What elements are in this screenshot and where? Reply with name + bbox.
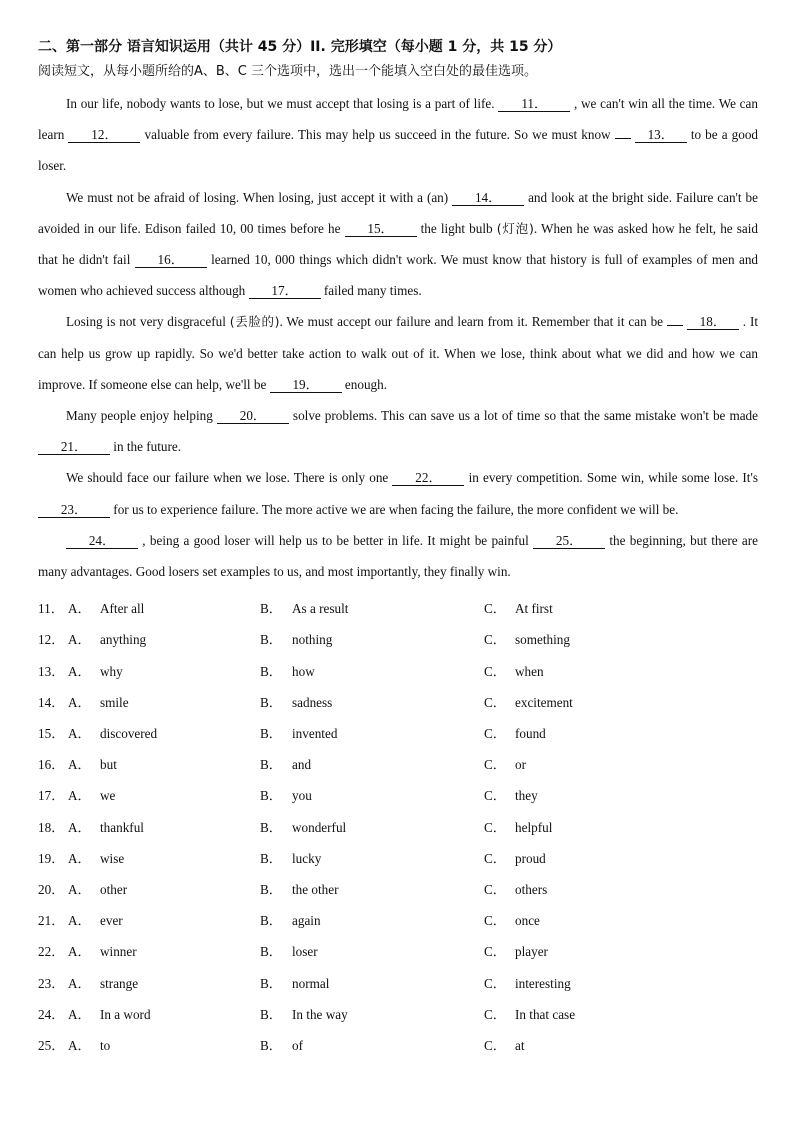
question-13-options: [38, 656, 758, 687]
blank-18-lead: [667, 325, 683, 326]
option-b[interactable]: the other: [292, 881, 339, 897]
option-a[interactable]: discovered: [100, 726, 158, 741]
option-c[interactable]: proud: [515, 850, 546, 866]
question-number: 15．: [38, 726, 65, 741]
blank-22[interactable]: 22．: [392, 470, 464, 486]
option-a[interactable]: why: [100, 663, 123, 679]
option-letter-a: A．: [68, 944, 91, 960]
option-letter-a: A．: [68, 663, 91, 679]
question-24-options: [38, 999, 758, 1030]
option-letter-c: C．: [484, 850, 506, 866]
question-number: 14．: [38, 694, 65, 710]
passage-text: and look at the bright side. Failure can't be avoided in our life. Edison failed 10, 00 times before he: [38, 189, 758, 236]
option-b[interactable]: invented: [292, 726, 338, 741]
option-b[interactable]: wonderful: [292, 819, 347, 835]
passage-text: the beginning, but there are many advantages. Good losers set examples to us, and most importantly, they finally win.: [38, 532, 758, 580]
passage-text: . When he was asked how he felt, he said that he didn't fail: [38, 220, 758, 268]
blank-25[interactable]: 25．: [533, 533, 605, 549]
passage-text: to be a good loser.: [38, 127, 759, 174]
option-letter-c: C．: [484, 881, 506, 897]
passage-paragraph-2: [38, 182, 758, 307]
passage-text: We should face our failure when we lose. There is only one: [66, 470, 393, 486]
question-number: 19．: [38, 850, 65, 866]
option-letter-a: A．: [68, 694, 91, 710]
question-18-options: [38, 812, 758, 843]
option-letter-c: C．: [484, 975, 506, 991]
option-b[interactable]: again: [292, 913, 321, 929]
question-14-options: [38, 687, 758, 718]
option-c[interactable]: interesting: [515, 975, 571, 991]
option-letter-a: A．: [68, 632, 91, 648]
option-letter-b: B．: [260, 944, 282, 960]
option-letter-b: B．: [260, 819, 282, 835]
passage-text: Losing is not very disgraceful: [66, 314, 230, 330]
option-letter-b: B．: [260, 632, 282, 648]
blank-18[interactable]: 18．: [687, 314, 739, 330]
question-number: 17．: [38, 788, 65, 804]
option-letter-a: A．: [68, 788, 91, 804]
option-a[interactable]: After all: [100, 601, 145, 617]
option-b[interactable]: and: [292, 757, 312, 773]
question-number: 16．: [38, 757, 65, 773]
blank-17[interactable]: 17．: [249, 283, 321, 299]
passage-paragraph-3: [38, 306, 758, 400]
passage-paragraph-1: [38, 88, 758, 182]
blank-23[interactable]: 23．: [38, 502, 110, 518]
option-c[interactable]: once: [515, 913, 540, 929]
option-letter-a: A．: [68, 913, 91, 929]
option-a[interactable]: strange: [100, 975, 139, 991]
answer-options-list: [38, 593, 758, 1061]
option-b[interactable]: sadness: [292, 694, 333, 710]
passage-text: . It can help us grow up rapidly. So we'd better take action to walk out of it. When we lose, think about what we did and how we can improve. If someone else can help, we'll be: [38, 314, 758, 392]
option-b[interactable]: lucky: [292, 850, 322, 866]
passage-text: enough.: [341, 376, 388, 392]
question-11-options: [38, 593, 758, 624]
blank-13[interactable]: 13．: [635, 127, 687, 143]
option-letter-b: B．: [260, 757, 282, 773]
option-letter-c: C．: [484, 663, 506, 679]
section-heading: 二、第一部分 语言知识运用（共计 45 分）II. 完形填空（每小题 1 分，共 15 分）: [38, 39, 562, 55]
option-a[interactable]: thankful: [100, 819, 144, 835]
option-letter-a: A．: [68, 975, 91, 991]
option-letter-c: C．: [484, 694, 506, 710]
option-b[interactable]: As a result: [292, 601, 349, 617]
blank-21[interactable]: 21．: [38, 439, 110, 455]
option-letter-b: B．: [260, 788, 282, 804]
question-number: 13．: [38, 663, 65, 679]
option-c[interactable]: something: [515, 632, 570, 648]
passage-text: In our life, nobody wants to lose, but we must accept that losing is a part of life.: [66, 96, 499, 111]
passage-text: in the future.: [110, 439, 182, 455]
option-c[interactable]: or: [515, 757, 526, 773]
option-a[interactable]: smile: [100, 694, 129, 710]
passage-text: for us to experience failure. The more active we are when facing the failure, the more confident we will be.: [110, 501, 679, 517]
passage-text: valuable from every failure. This may help us succeed in the future. So we must know: [140, 127, 615, 143]
option-a[interactable]: In a word: [100, 1006, 151, 1022]
option-letter-c: C．: [484, 726, 506, 741]
passage-paragraph-6: [38, 525, 758, 587]
option-a[interactable]: we: [100, 788, 116, 804]
option-letter-b: B．: [260, 881, 282, 897]
option-c[interactable]: found: [515, 726, 546, 741]
question-22-options: [38, 936, 758, 967]
question-12-options: [38, 624, 758, 655]
question-number: 22．: [38, 944, 65, 960]
option-letter-a: A．: [68, 881, 91, 897]
option-c[interactable]: when: [515, 663, 544, 679]
question-number: 20．: [38, 881, 65, 897]
blank-11[interactable]: 11．: [498, 96, 570, 112]
option-c[interactable]: excitement: [515, 694, 573, 710]
instruction-text: 阅读短文，从每小题所给的A、B、C 三个选项中，选出一个能填入空白处的最佳选项。: [38, 64, 538, 79]
question-25-options: [38, 1030, 758, 1061]
blank-15[interactable]: 15．: [345, 221, 417, 237]
chinese-gloss: (灯泡): [496, 220, 534, 236]
option-a[interactable]: ever: [100, 913, 123, 929]
passage-text: Many people enjoy helping: [66, 408, 217, 424]
option-letter-a: A．: [68, 1037, 91, 1053]
option-letter-c: C．: [484, 601, 506, 617]
option-b[interactable]: nothing: [292, 632, 333, 648]
option-letter-c: C．: [484, 944, 506, 960]
option-letter-c: C．: [484, 1006, 506, 1022]
option-letter-a: A．: [68, 1006, 91, 1022]
question-20-options: [38, 874, 758, 905]
blank-16[interactable]: 16．: [135, 252, 207, 268]
question-number: 21．: [38, 913, 65, 929]
cloze-passage: [38, 88, 758, 587]
option-c[interactable]: In that case: [515, 1006, 576, 1022]
chinese-gloss: (丢脸的): [229, 314, 280, 330]
passage-text: , being a good loser will help us to be better in life. It might be painful: [138, 532, 534, 548]
option-c[interactable]: they: [515, 788, 538, 804]
blank-20[interactable]: 20．: [217, 408, 289, 424]
option-letter-b: B．: [260, 975, 282, 991]
option-letter-b: B．: [260, 1006, 282, 1022]
passage-text: We must not be afraid of losing. When losing, just accept it with a (an): [66, 189, 453, 205]
blank-13-lead: [615, 138, 631, 139]
option-c[interactable]: player: [515, 944, 548, 960]
option-letter-c: C．: [484, 1037, 506, 1053]
passage-text: the light bulb: [416, 220, 497, 236]
passage-text: learned 10, 000 things which didn't work. We must know that history is full of examples of men and women who achieved success although: [38, 252, 759, 299]
question-15-options: [38, 718, 758, 749]
option-a[interactable]: other: [100, 881, 128, 897]
question-19-options: [38, 843, 758, 874]
question-number: 12．: [38, 632, 65, 648]
option-a[interactable]: wise: [100, 850, 125, 866]
blank-19[interactable]: 19．: [270, 377, 342, 393]
option-a[interactable]: winner: [100, 944, 137, 960]
option-b[interactable]: you: [292, 788, 312, 804]
exam-page: [38, 38, 758, 1061]
option-a[interactable]: but: [100, 757, 117, 773]
option-b[interactable]: how: [292, 663, 315, 679]
option-letter-b: B．: [260, 850, 282, 866]
question-number: 11．: [38, 601, 64, 617]
option-letter-a: A．: [68, 757, 91, 773]
passage-paragraph-4: [38, 400, 758, 462]
option-letter-c: C．: [484, 913, 506, 929]
passage-text: in every competition. Some win, while some lose. It's: [464, 470, 758, 486]
option-letter-c: C．: [484, 757, 506, 773]
option-letter-b: B．: [260, 601, 282, 617]
option-letter-a: A．: [68, 601, 91, 617]
question-number: 24．: [38, 1006, 65, 1022]
option-a[interactable]: anything: [100, 632, 147, 648]
blank-12[interactable]: 12．: [68, 127, 140, 143]
option-letter-a: A．: [68, 850, 91, 866]
blank-24[interactable]: 24．: [66, 533, 138, 549]
passage-text: solve problems. This can save us a lot of time so that the same mistake won't be made: [288, 408, 759, 424]
option-c[interactable]: helpful: [515, 819, 553, 835]
option-letter-b: B．: [260, 663, 282, 679]
question-17-options: [38, 780, 758, 811]
option-letter-a: A．: [68, 726, 91, 741]
option-b[interactable]: In the way: [292, 1006, 348, 1022]
blank-14[interactable]: 14．: [452, 190, 524, 206]
option-letter-b: B．: [260, 913, 282, 929]
question-number: 18．: [38, 819, 65, 835]
option-c[interactable]: At first: [515, 601, 553, 617]
question-23-options: [38, 968, 758, 999]
question-number: 25．: [38, 1037, 65, 1053]
passage-text: . We must accept our failure and learn from it. Remember that it can be: [279, 314, 667, 330]
option-letter-c: C．: [484, 788, 506, 804]
passage-text: , we can't win all the time. We can learn: [38, 96, 758, 143]
option-b[interactable]: normal: [292, 975, 330, 991]
option-c[interactable]: others: [515, 881, 548, 897]
option-c[interactable]: at: [515, 1037, 525, 1053]
passage-paragraph-5: [38, 462, 758, 524]
option-letter-b: B．: [260, 726, 282, 741]
option-letter-c: C．: [484, 819, 506, 835]
question-21-options: [38, 905, 758, 936]
question-16-options: [38, 749, 758, 780]
option-b[interactable]: loser: [292, 944, 318, 960]
question-number: 23．: [38, 975, 65, 991]
option-letter-b: B．: [260, 694, 282, 710]
option-b[interactable]: of: [292, 1037, 303, 1053]
option-a[interactable]: to: [100, 1037, 111, 1053]
option-letter-a: A．: [68, 819, 91, 835]
passage-text: failed many times.: [320, 283, 422, 299]
option-letter-b: B．: [260, 1037, 282, 1053]
option-letter-c: C．: [484, 632, 506, 648]
